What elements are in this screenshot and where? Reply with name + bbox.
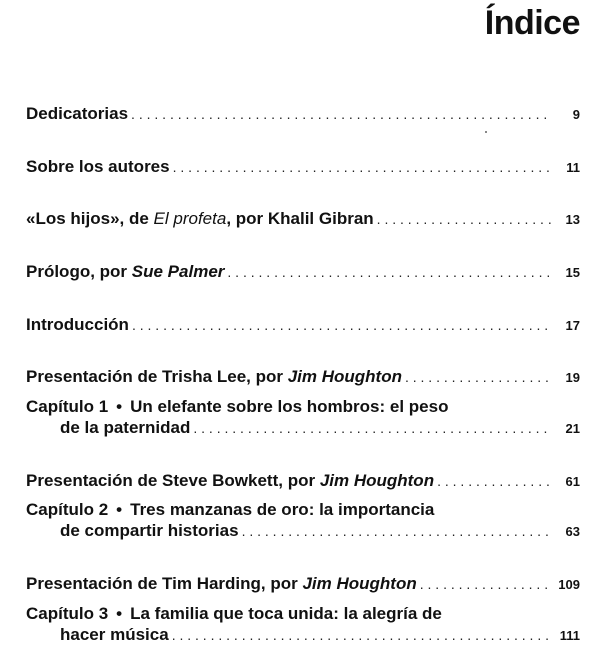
toc-page-number: 15 [565,265,580,280]
bullet-separator: • [116,397,123,416]
toc-page-number: 11 [566,160,580,175]
chapter-title-line: Tres manzanas de oro: la importancia [130,500,435,519]
toc-entry-label: Dedicatorias [26,104,129,123]
toc-entry-introduccion[interactable] [26,314,580,336]
leader-dots [420,574,552,595]
toc-page-number: 9 [572,107,580,122]
leader-dots [173,157,552,178]
leader-dots [131,104,552,125]
leader-dots [405,367,552,388]
toc-entry-label: Presentación de Steve Bowkett, por Jim Houghton [26,471,435,490]
toc-page-number: 17 [565,318,580,333]
chapter-label: Capítulo 3 [26,604,109,623]
toc-entry-los-hijos[interactable] [26,208,580,230]
leader-dots [377,209,552,230]
chapter-label: Capítulo 1 [26,397,109,416]
chapter-label: Capítulo 2 [26,500,109,519]
chapter-title-line: de la paternidad [60,418,191,437]
toc-entry-dedicatorias[interactable] [26,103,580,125]
toc-entry-label: «Los hijos», de El profeta, por Khalil Gibran [26,209,374,228]
toc-entry-label: Prólogo, por Sue Palmer [26,262,225,281]
leader-dots [193,418,552,439]
toc-page-number: 19 [565,370,580,385]
toc-entry-label: Sobre los autores [26,157,170,176]
leader-dots [437,471,552,492]
toc-page-number: 13 [565,212,580,227]
leader-dots [172,625,552,646]
toc-entry-presentacion-tim-harding[interactable] [26,573,580,595]
toc-entry-label: Introducción [26,315,129,334]
leader-dots [242,521,552,542]
chapter-title-line: hacer música [60,625,169,644]
toc-entry-capitulo-2[interactable] [26,499,580,542]
scan-speck [485,131,487,133]
toc-entry-presentacion-steve-bowkett[interactable] [26,470,580,492]
toc-entry-label: Presentación de Tim Harding, por Jim Houghton [26,574,417,593]
toc-entry-capitulo-1[interactable] [26,396,580,439]
toc-page-number: 109 [558,577,580,592]
toc-page-number: 111 [559,628,580,643]
toc-entry-sobre-los-autores[interactable] [26,156,580,178]
toc-entry-capitulo-3[interactable] [26,603,580,646]
leader-dots [227,262,552,283]
toc-entry-label: Presentación de Trisha Lee, por Jim Houghton [26,367,402,386]
chapter-title-line: La familia que toca unida: la alegría de [130,604,442,623]
toc-entry-presentacion-trisha-lee[interactable] [26,366,580,388]
toc-page-number: 61 [565,474,580,489]
leader-dots [132,315,552,336]
toc-page-number: 63 [565,524,580,539]
chapter-title-line: Un elefante sobre los hombros: el peso [130,397,449,416]
bullet-separator: • [116,500,123,519]
bullet-separator: • [116,604,123,623]
chapter-title-line: de compartir historias [60,521,239,540]
page-title: Índice [484,4,580,42]
toc-page-number: 21 [565,421,580,436]
toc-entry-prologo[interactable] [26,261,580,283]
